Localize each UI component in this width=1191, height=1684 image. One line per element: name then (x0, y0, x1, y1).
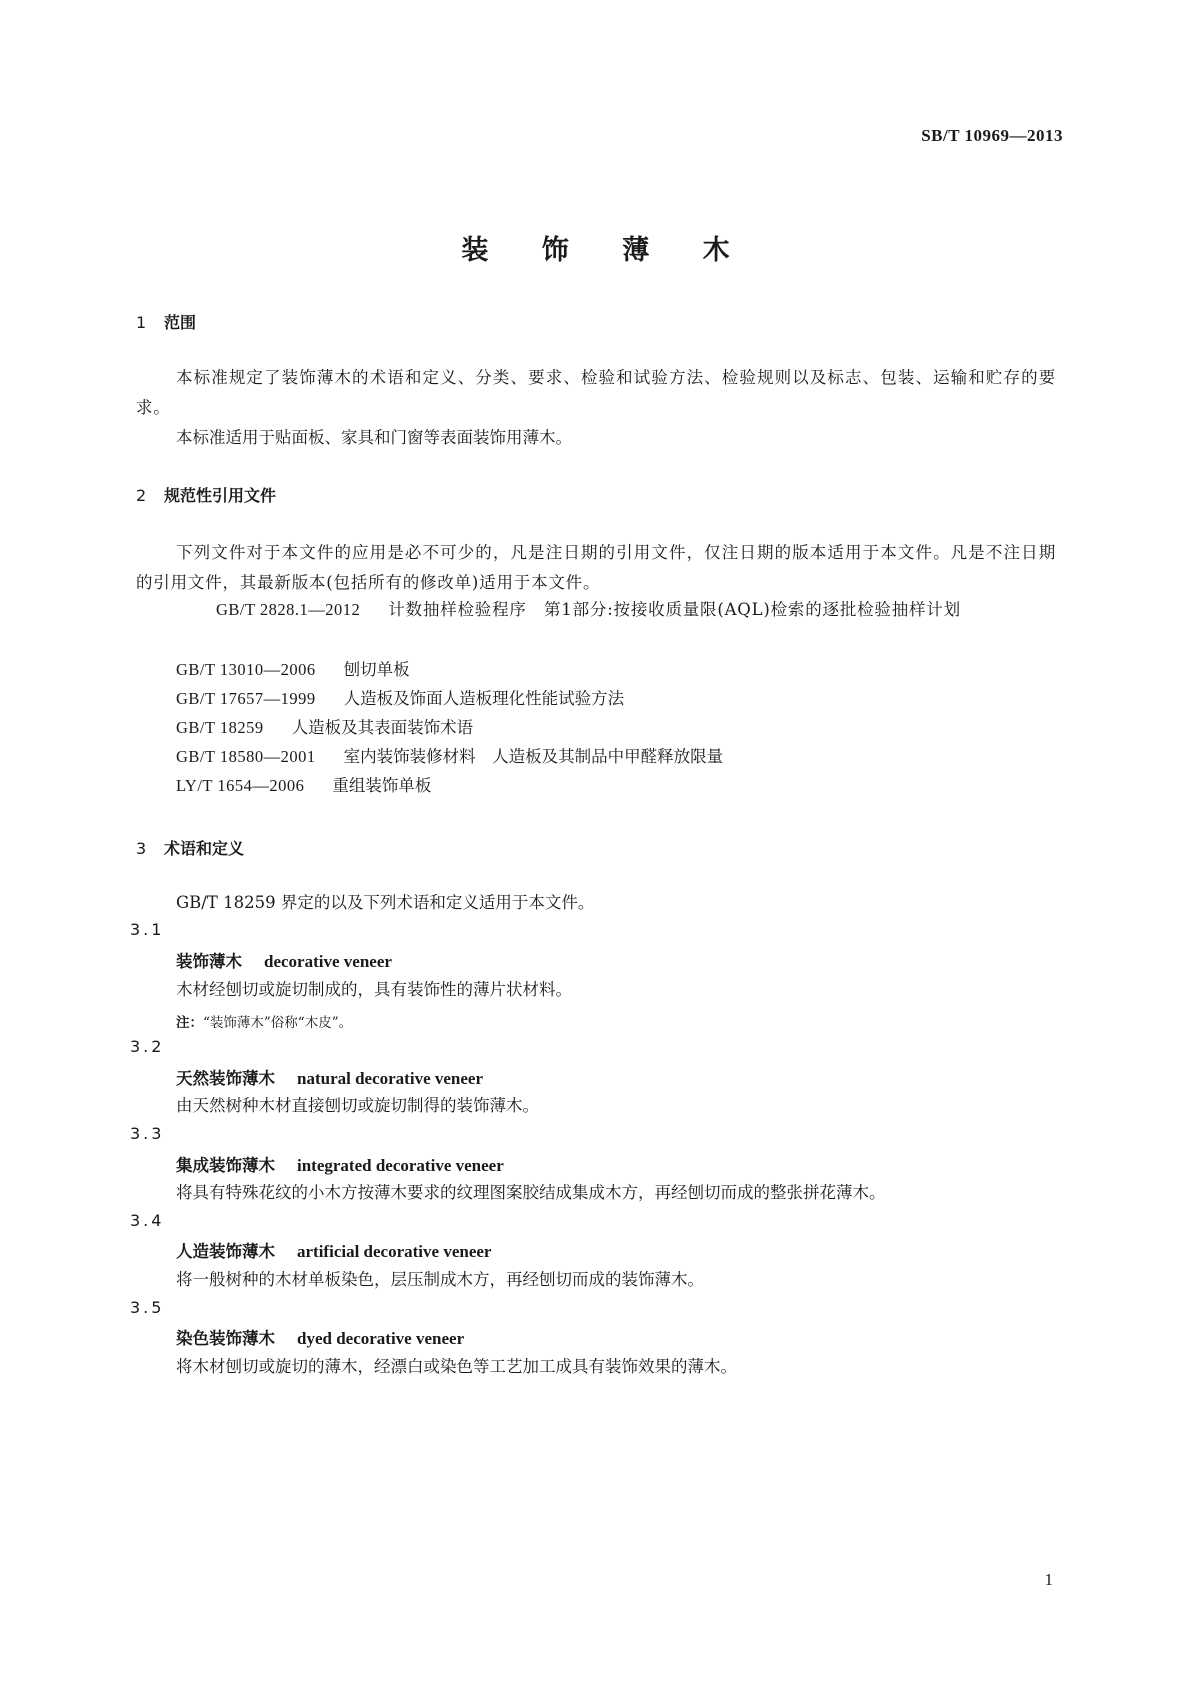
reference-item (176, 713, 473, 743)
section-number: 3 (136, 839, 147, 858)
term-heading (176, 1065, 483, 1089)
section-title: 术语和定义 (164, 839, 245, 858)
scope-paragraph-2: 本标准适用于贴面板、家具和门窗等表面装饰用薄木。 (176, 428, 572, 447)
term-definition: 将具有特殊花纹的小木方按薄木要求的纹理图案胶结成集成木方，再经刨切而成的整张拼花薄木。 (176, 1183, 886, 1202)
term-en: natural decorative veneer (297, 1069, 483, 1088)
term-note (176, 1011, 352, 1031)
reference-title: 刨切单板 (343, 660, 410, 679)
reference-item (176, 655, 410, 685)
section-number: 1 (136, 313, 147, 332)
normative-intro: 下列文件对于本文件的应用是必不可少的，凡是注日期的引用文件，仅注日期的版本适用于本文件。凡是不注日期的引用文件，其最新版本(包括所有的修改单)适用于本文件。 (136, 543, 1056, 592)
reference-title: 人造板及其表面装饰术语 (291, 718, 474, 737)
term-en: decorative veneer (264, 952, 392, 971)
reference-code: GB/T 18580—2001 (176, 747, 316, 766)
document-title: 装 饰 薄 木 (461, 235, 752, 266)
term-en: artificial decorative veneer (297, 1242, 492, 1261)
reference-code: LY/T 1654—2006 (176, 776, 305, 795)
reference-code: GB/T 17657—1999 (176, 689, 316, 708)
term-heading (176, 1152, 504, 1176)
section-heading-terms (136, 836, 244, 859)
term-number: 3.5 (130, 1298, 165, 1317)
reference-item (176, 684, 624, 714)
term-number: 3.3 (130, 1124, 165, 1143)
reference-title: 计数抽样检验程序 第1部分:按接收质量限(AQL)检索的逐批检验抽样计划 (388, 600, 961, 619)
reference-item (176, 742, 723, 772)
section-title: 规范性引用文件 (164, 486, 277, 505)
reference-item (136, 595, 1056, 625)
term-en: integrated decorative veneer (297, 1156, 504, 1175)
term-zh: 天然装饰薄木 (176, 1069, 275, 1088)
section-heading-scope (136, 310, 196, 333)
term-number: 3.4 (130, 1211, 165, 1230)
reference-title: 人造板及饰面人造板理化性能试验方法 (343, 689, 625, 708)
term-definition: 由天然树种木材直接刨切或旋切制得的装饰薄木。 (176, 1096, 539, 1115)
terms-intro: GB/T 18259 界定的以及下列术语和定义适用于本文件。 (176, 893, 595, 912)
term-en: dyed decorative veneer (297, 1329, 465, 1348)
term-zh: 人造装饰薄木 (176, 1242, 275, 1261)
term-heading (176, 1238, 491, 1262)
scope-paragraph-1: 本标准规定了装饰薄木的术语和定义、分类、要求、检验和试验方法、检验规则以及标志、包装、运输和贮存的要求。 (136, 368, 1056, 417)
section-title: 范围 (164, 313, 197, 332)
term-definition: 将一般树种的木材单板染色，层压制成木方，再经刨切而成的装饰薄木。 (176, 1270, 704, 1289)
standard-code: SB/T 10969—2013 (921, 126, 1063, 145)
term-number: 3.1 (130, 920, 165, 939)
section-heading-normative (136, 483, 276, 506)
reference-code: GB/T 18259 (176, 718, 264, 737)
page-number: 1 (1044, 1570, 1053, 1589)
term-zh: 装饰薄木 (176, 952, 242, 971)
term-definition: 将木材刨切或旋切的薄木，经漂白或染色等工艺加工成具有装饰效果的薄木。 (176, 1357, 737, 1376)
reference-title: 室内装饰装修材料 人造板及其制品中甲醛释放限量 (343, 747, 724, 766)
term-number: 3.2 (130, 1037, 165, 1056)
term-zh: 染色装饰薄木 (176, 1329, 275, 1348)
note-label: 注： (176, 1015, 203, 1031)
term-definition: 木材经刨切或旋切制成的，具有装饰性的薄片状材料。 (176, 980, 572, 999)
term-zh: 集成装饰薄木 (176, 1156, 275, 1175)
reference-code: GB/T 2828.1—2012 (216, 600, 361, 619)
reference-code: GB/T 13010—2006 (176, 660, 316, 679)
reference-item (176, 771, 431, 801)
reference-title: 重组装饰单板 (332, 776, 432, 795)
section-number: 2 (136, 486, 147, 505)
term-heading (176, 1325, 464, 1349)
term-heading (176, 948, 392, 972)
note-text: “装饰薄木”俗称“木皮”。 (203, 1015, 353, 1031)
